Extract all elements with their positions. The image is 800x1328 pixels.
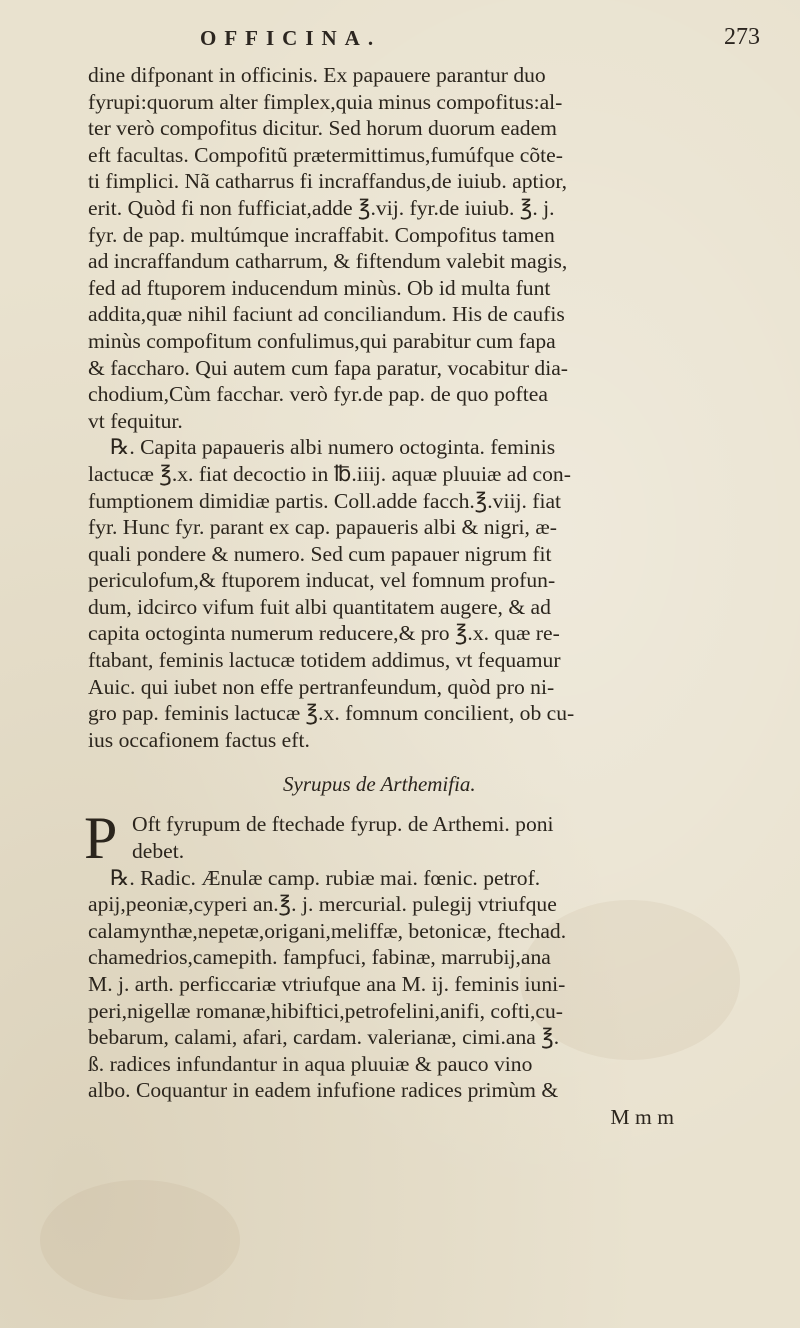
text-line: ti fimplici. Nã catharrus fi incraffandus,de iuiub. aptior, xyxy=(88,169,568,194)
paragraph-2 xyxy=(88,434,784,753)
paper-stain xyxy=(40,1180,240,1300)
text-line: vt fequitur. xyxy=(88,408,183,433)
text-line: peri,nigellæ romanæ,hibiftici,petrofelini,anifi, cofti,cu- xyxy=(88,998,563,1023)
text-line: M. j. arth. perficcariæ vtriufque ana M. ij. feminis iuni- xyxy=(88,972,566,996)
catchword: M m m xyxy=(610,1104,674,1129)
text-line: periculofum,& ftuporem inducat, vel fomnum profun- xyxy=(88,568,556,593)
paragraph-3 xyxy=(84,805,784,872)
text-line: dum, idcirco vifum fuit albi quantitatem augere, & ad xyxy=(88,594,551,619)
text-line: fumptionem dimidiæ partis. Coll.adde facch.℥.viij. fiat xyxy=(88,488,562,513)
text-line: dine difponant in officinis. Ex papauere parantur duo xyxy=(88,63,546,87)
text-line: bebarum, calami, afari, cardam. valerianæ, cimi.ana ℥. xyxy=(88,1025,560,1050)
text-line: capita octoginta numerum reducere,& pro ℥.x. quæ re- xyxy=(88,621,560,646)
text-line: ius occafionem factus eft. xyxy=(88,727,310,752)
text-line: calamynthæ,nepetæ,origani,meliffæ, betonicæ, ftechad. xyxy=(88,918,567,943)
text-line: lactucæ ℥.x. fiat decoctio in ℔.iiij. aquæ pluuiæ ad con- xyxy=(88,461,571,486)
text-line: gro pap. feminis lactucæ ℥.x. fomnum concilient, ob cu- xyxy=(88,701,575,726)
section-title: Syrupus de Arthemifia. xyxy=(283,772,476,797)
page-header xyxy=(60,26,760,66)
text-line: albo. Coquantur in eadem infufione radices primùm & xyxy=(88,1078,559,1103)
drop-cap: P xyxy=(84,805,118,872)
text-line: chamedrios,camepith. fampfuci, fabinæ, marrubij,ana xyxy=(88,945,551,970)
text-line: erit. Quòd fi non fufficiat,adde ℥.vij. fyr.de iuiub. ℥. j. xyxy=(88,195,555,220)
text-line: eft facultas. Compofitũ prætermittimus,fumúfque cõte- xyxy=(88,142,563,167)
text-line: ftabant, feminis lactucæ totidem addimus, vt fequamur xyxy=(88,648,561,673)
text-line: fyr. Hunc fyr. parant ex cap. papaueris albi & nigri, æ- xyxy=(88,515,557,540)
text-line: minùs compofitum confulimus,qui parabitur cum fapa xyxy=(88,328,556,353)
text-line: ß. radices infundantur in aqua pluuiæ & pauco vino xyxy=(88,1051,533,1076)
text-line: fyrupi:quorum alter fimplex,quia minus compofitus:al- xyxy=(88,89,563,114)
page-number: 273 xyxy=(724,24,760,50)
text-line: ℞. Radic. Ænulæ camp. rubiæ mai. fœnic. petrof. xyxy=(110,865,541,890)
paragraph-1 xyxy=(88,62,784,434)
text-line: Auic. qui iubet non effe pertranfeundum, quòd pro ni- xyxy=(88,674,555,699)
text-line: ad incraffandum catharrum, & fiftendum valebit magis, xyxy=(88,249,568,274)
text-line: fyr. de pap. multúmque incraffabit. Compofitus tamen xyxy=(88,222,555,247)
text-line: addita,quæ nihil faciunt ad conciliandum. His de caufis xyxy=(88,302,565,327)
text-line: fed ad ftuporem inducendum minùs. Ob id multa funt xyxy=(88,275,551,300)
text-line: ter verò compofitus dicitur. Sed horum duorum eadem xyxy=(88,116,557,141)
text-line: apij,peoniæ,cyperi an.℥. j. mercurial. pulegij vtriufque xyxy=(88,892,557,917)
running-head: OFFICINA. xyxy=(200,26,382,50)
text-line: Oft fyrupum de ftechade fyrup. de Arthemi. poni xyxy=(132,812,554,837)
text-line: & faccharo. Qui autem cum fapa paratur, vocabitur dia- xyxy=(88,355,568,380)
text-line: quali pondere & numero. Sed cum papauer nigrum fit xyxy=(88,541,552,566)
text-line: ℞. Capita papaueris albi numero octoginta. feminis xyxy=(110,435,556,460)
body-text xyxy=(84,62,784,1131)
text-line: debet. xyxy=(132,839,185,864)
paragraph-4 xyxy=(88,865,784,1104)
text-line: chodium,Cùm facchar. verò fyr.de pap. de quo poftea xyxy=(88,382,548,407)
